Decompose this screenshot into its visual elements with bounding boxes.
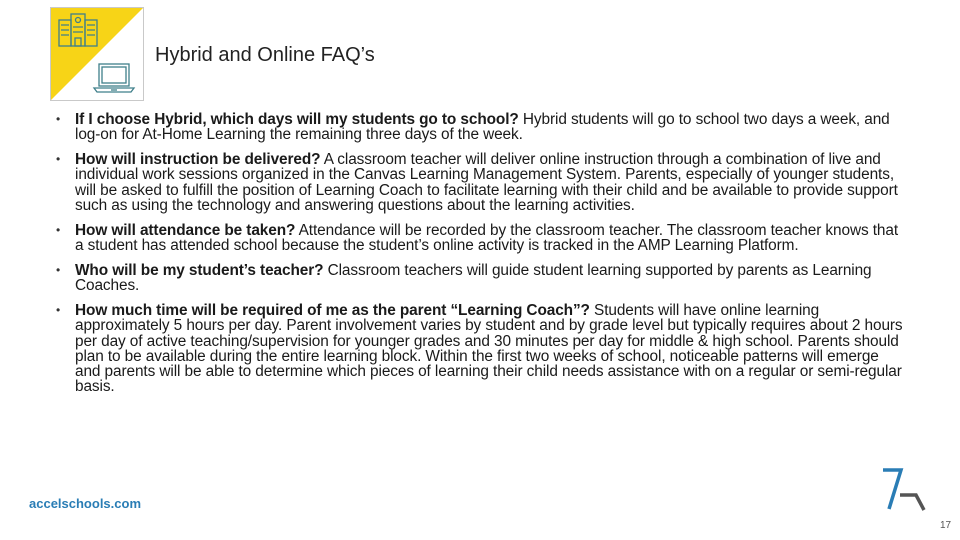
faq-question: Who will be my student’s teacher?: [75, 261, 324, 279]
bullet-icon: •: [56, 262, 61, 277]
faq-answer: Attendance will be recorded by the classroom teacher. The classroom teacher knows that a student has attended school because the student’s online activity is tracked in the AMP Learning Platform.: [75, 221, 899, 255]
footer-url[interactable]: accelschools.com: [29, 496, 141, 511]
faq-item: [56, 263, 908, 294]
page-number: 17: [940, 520, 952, 531]
faq-item: [56, 112, 908, 143]
faq-answer: Hybrid students will go to school two days a week, and log-on for At-Home Learning the remaining three days of the week.: [75, 111, 890, 144]
faq-answer: Students will have online learning approximately 5 hours per day. Parent involvement varies by student and by grade level but typically requires about 2 hours per day of active teaching/supervision for younger grades and 30 minutes per day for middle & high school. Parents should plan to be available during the entire learning block. Within the first two weeks of school, noticeable patterns will emerge and parents will be able to determine which pieces of learning their child needs assistance with on a regular or semi-regular basis.: [75, 301, 903, 396]
faq-list: [56, 112, 908, 404]
bullet-icon: •: [56, 112, 61, 126]
bullet-icon: •: [56, 302, 61, 317]
bullet-icon: •: [56, 222, 61, 237]
faq-question: How much time will be required of me as the parent “Learning Coach”?: [75, 301, 590, 319]
bullet-icon: •: [56, 152, 61, 167]
faq-question: How will attendance be taken?: [75, 221, 296, 239]
faq-answer: A classroom teacher will deliver online instruction through a combination of live and individual work sessions organized in the Canvas Learning Management System. Parents, especially of younger students, will be asked to fulfill the position of Learning Coach to facilitate learning with their child and be available to provide support such as using the technology and answering questions about the learning activities.: [75, 151, 898, 214]
faq-item: [56, 303, 908, 395]
faq-answer: Classroom teachers will guide student learning supported by parents as Learning Coaches.: [75, 261, 872, 295]
faq-question: If I choose Hybrid, which days will my students go to school?: [75, 111, 519, 128]
faq-item: [56, 223, 908, 254]
page-title: Hybrid and Online FAQ’s: [155, 44, 375, 66]
laptop-icon: [94, 64, 134, 92]
hybrid-online-badge: [50, 7, 144, 101]
faq-question: How will instruction be delivered?: [75, 151, 321, 169]
faq-item: [56, 152, 908, 213]
accel-logo-icon: [880, 467, 932, 513]
